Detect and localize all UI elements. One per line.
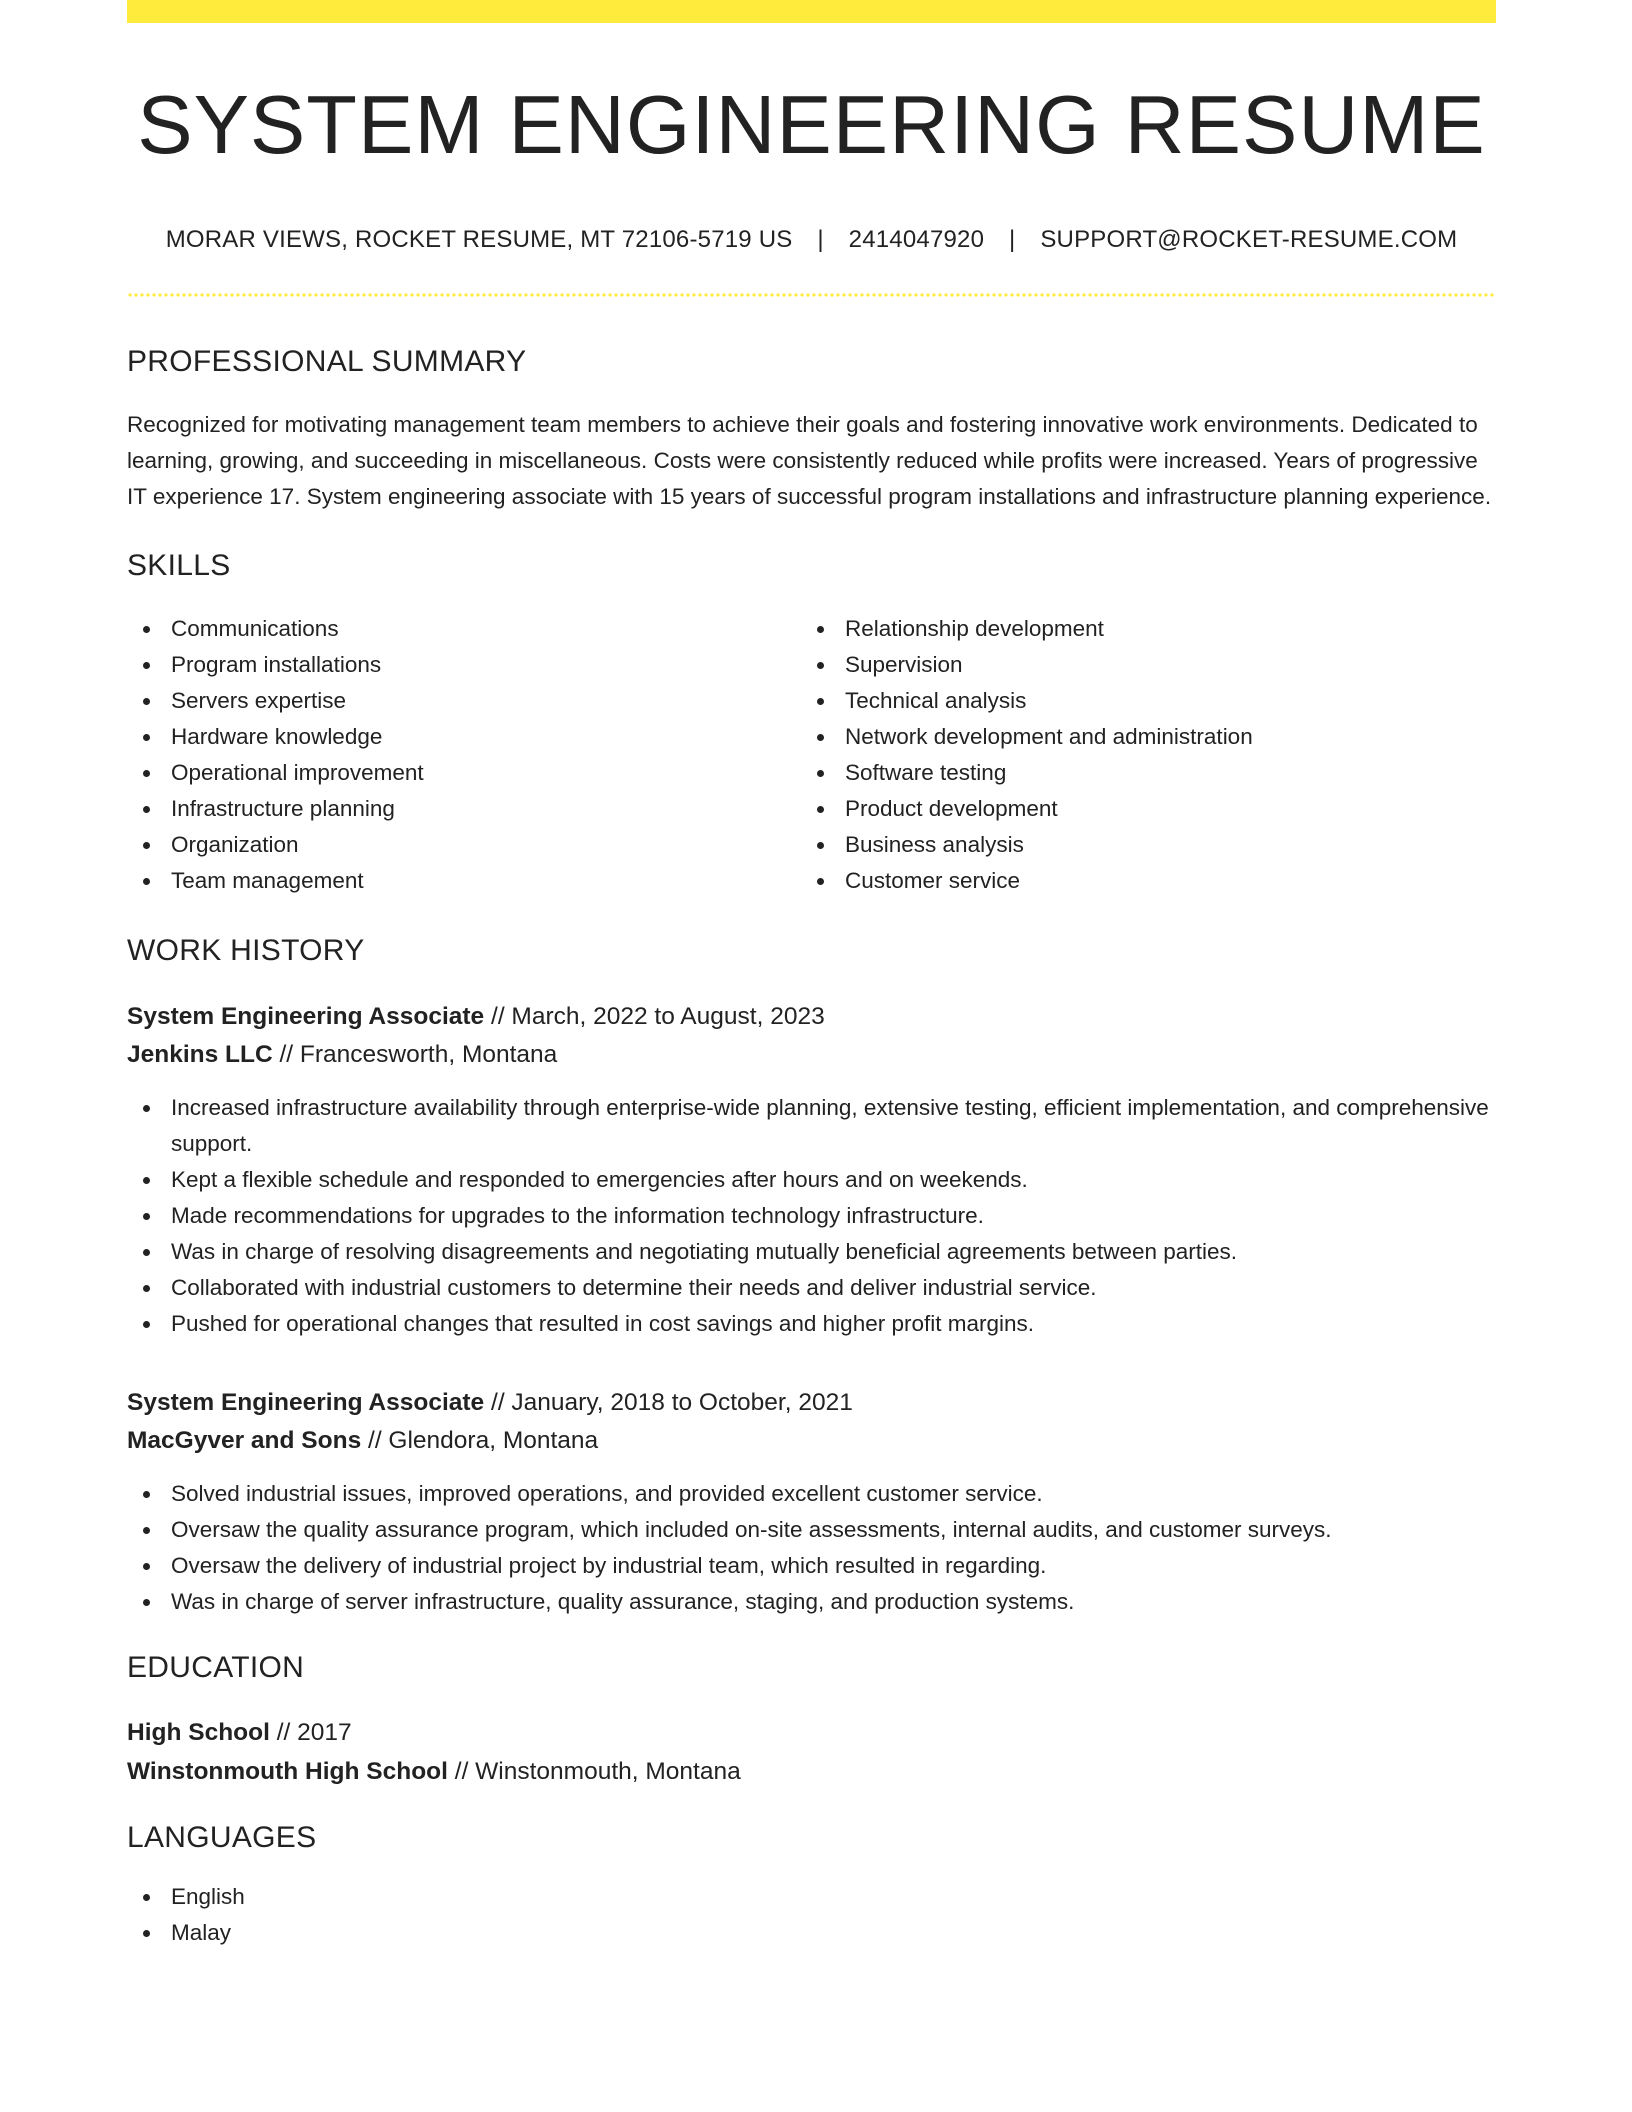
skill-item: Program installations [127,647,801,683]
resume-page [127,0,1496,1951]
skills-list-right [801,611,1475,899]
contact-address: MORAR VIEWS, ROCKET RESUME, MT 72106-5719 US [165,226,793,253]
skills-columns [127,611,1496,899]
education-entry [127,1713,1496,1791]
contact-phone: 2414047920 [848,226,985,253]
job-title-line [127,998,1496,1036]
education-location: // Winstonmouth, Montana [447,1758,741,1785]
job-bullets [127,1090,1497,1342]
skill-item: Product development [801,791,1475,827]
job-title-line [127,1384,1496,1422]
job-bullet: Collaborated with industrial customers to determine their needs and deliver industrial service. [127,1270,1497,1306]
skills-heading: SKILLS [127,549,231,582]
job-bullet: Pushed for operational changes that resulted in cost savings and higher profit margins. [127,1306,1497,1342]
education-degree: High School [127,1719,270,1746]
skill-item: Software testing [801,755,1475,791]
education-degree-line [127,1713,1496,1752]
accent-top-bar [127,0,1496,23]
skill-item: Customer service [801,863,1475,899]
job-company-line [127,1422,1496,1460]
skill-item: Network development and administration [801,719,1475,755]
education-school: Winstonmouth High School [127,1758,448,1785]
languages-list [127,1879,1496,1951]
skills-list-left [127,611,801,899]
job-bullet: Was in charge of server infrastructure, quality assurance, staging, and production systems. [127,1584,1497,1620]
skill-item: Infrastructure planning [127,791,801,827]
skill-item: Team management [127,863,801,899]
education-school-line [127,1752,1496,1791]
skill-item: Operational improvement [127,755,801,791]
work-history-heading: WORK HISTORY [127,934,365,967]
contact-separator: | [1009,226,1016,253]
job-bullet: Increased infrastructure availability through enterprise-wide planning, extensive testing, efficient implementation, and comprehensive support. [127,1090,1497,1162]
education-year: // 2017 [269,1719,352,1746]
job-entry [127,1384,1496,1620]
languages-heading: LANGUAGES [127,1821,317,1854]
job-dates: // January, 2018 to October, 2021 [484,1389,853,1416]
job-bullet: Made recommendations for upgrades to the information technology infrastructure. [127,1198,1497,1234]
contact-separator: | [817,226,824,253]
dotted-divider [127,293,1496,297]
skill-item: Supervision [801,647,1475,683]
resume-title: SYSTEM ENGINEERING RESUME [137,78,1486,171]
job-company: Jenkins LLC [127,1041,273,1068]
job-company-line [127,1036,1496,1074]
job-bullet: Oversaw the quality assurance program, which included on-site assessments, internal audits, and customer surveys. [127,1512,1497,1548]
job-bullets [127,1476,1497,1620]
job-title: System Engineering Associate [127,1389,485,1416]
education-heading: EDUCATION [127,1651,305,1684]
contact-email: SUPPORT@ROCKET-RESUME.COM [1040,226,1458,253]
job-location: // Glendora, Montana [361,1427,599,1454]
skill-item: Organization [127,827,801,863]
summary-heading: PROFESSIONAL SUMMARY [127,345,527,378]
skill-item: Relationship development [801,611,1475,647]
skill-item: Technical analysis [801,683,1475,719]
job-location: // Francesworth, Montana [272,1041,558,1068]
language-item: English [127,1879,1496,1915]
summary-text: Recognized for motivating management team members to achieve their goals and fostering innovative work environments. Dedicated to learning, growing, and succeeding in miscellaneous. Costs were consistently reduced while profits were increased. Years of progressive IT experience 17. System engineering associate with 15 years of successful program installations and infrastructure planning experience. [127,412,1492,509]
job-entry [127,998,1496,1342]
job-bullet: Solved industrial issues, improved operations, and provided excellent customer service. [127,1476,1497,1512]
skill-item: Communications [127,611,801,647]
job-bullet: Was in charge of resolving disagreements and negotiating mutually beneficial agreements between parties. [127,1234,1497,1270]
job-dates: // March, 2022 to August, 2023 [484,1003,825,1030]
job-company: MacGyver and Sons [127,1427,362,1454]
contact-line [127,228,1496,252]
job-bullet: Kept a flexible schedule and responded to emergencies after hours and on weekends. [127,1162,1497,1198]
job-bullet: Oversaw the delivery of industrial project by industrial team, which resulted in regarding. [127,1548,1497,1584]
job-title: System Engineering Associate [127,1003,485,1030]
skill-item: Hardware knowledge [127,719,801,755]
skill-item: Servers expertise [127,683,801,719]
skill-item: Business analysis [801,827,1475,863]
language-item: Malay [127,1915,1496,1951]
